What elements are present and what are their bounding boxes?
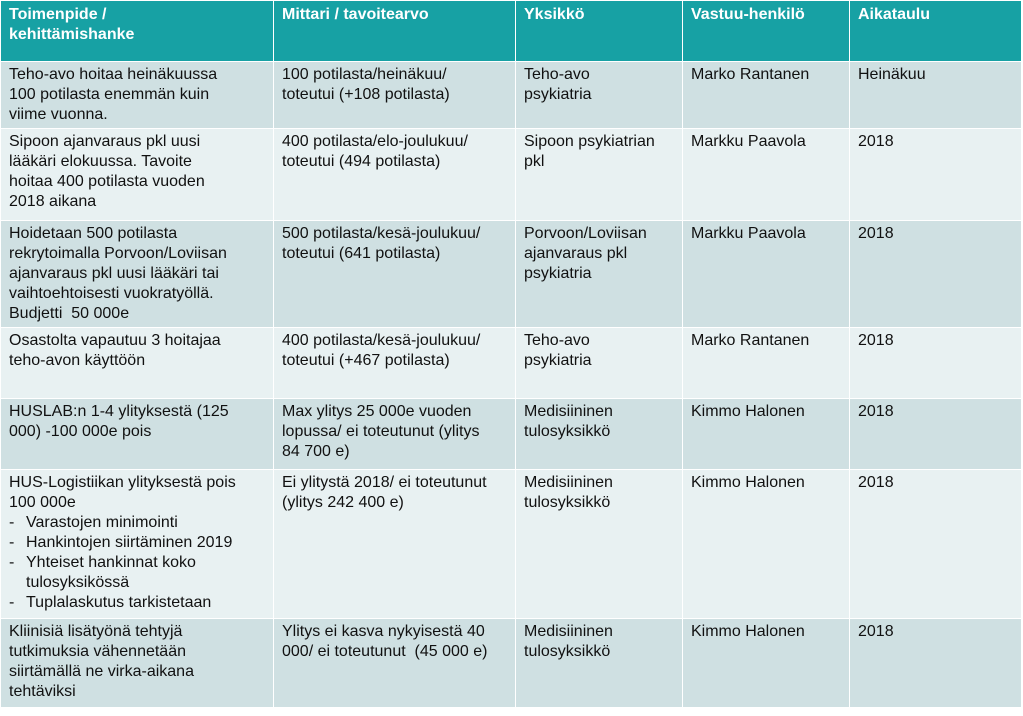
table-row	[1, 62, 1022, 129]
cell-schedule: Heinäkuu	[850, 62, 1022, 129]
table-row	[1, 221, 1022, 328]
cell-line: toteutui (+467 potilasta)	[282, 352, 450, 369]
cell-line: Porvoon/Loviisan	[524, 225, 647, 242]
cell-line: (ylitys 242 400 e)	[282, 494, 404, 511]
cell-line: teho-avon käyttöön	[9, 352, 146, 369]
cell-line: 100 potilasta/heinäkuu/	[282, 66, 447, 83]
cell-line: Sipoon psykiatrian	[524, 133, 655, 150]
header-schedule: Aikataulu	[850, 1, 1022, 62]
cell-line: HUSLAB:n 1-4 ylityksestä (125	[9, 403, 229, 420]
header-row	[1, 1, 1022, 62]
cell-line: Hoidetaan 500 potilasta	[9, 225, 178, 242]
cell-line: Teho-avo hoitaa heinäkuussa	[9, 66, 218, 83]
cell-line: tutkimuksia vähennetään	[9, 643, 186, 660]
cell-line: ajanvaraus pkl	[524, 245, 628, 262]
cell-metric	[274, 399, 516, 470]
cell-line: Ei ylitystä 2018/ ei toteutunut	[282, 474, 487, 491]
cell-line: pkl	[524, 153, 545, 170]
cell-line: 2018 aikana	[9, 193, 97, 210]
cell-person: Marko Rantanen	[683, 62, 850, 129]
cell-metric	[274, 470, 516, 619]
cell-action	[1, 129, 274, 221]
cell-line: 000) -100 000e pois	[9, 423, 152, 440]
bullet-list	[9, 513, 266, 613]
cell-line: tehtäviksi	[9, 683, 76, 700]
cell-line: Kliinisiä lisätyönä tehtyjä	[9, 623, 183, 640]
cell-person: Kimmo Halonen	[683, 619, 850, 708]
cell-line: viime vuonna.	[9, 106, 108, 123]
cell-schedule: 2018	[850, 221, 1022, 328]
cell-line: tulosyksikkö	[524, 643, 611, 660]
list-item: - Yhteiset hankinnat koko tulosyksikössä	[9, 553, 266, 593]
cell-action	[1, 328, 274, 399]
cell-line: Sipoon ajanvaraus pkl uusi	[9, 133, 201, 150]
cell-line: psykiatria	[524, 86, 592, 103]
cell-line: psykiatria	[524, 352, 592, 369]
cell-line: tulosyksikkö	[524, 423, 611, 440]
table-row	[1, 328, 1022, 399]
cell-unit	[516, 129, 683, 221]
cell-unit	[516, 619, 683, 708]
header-action-line: Toimenpide /	[9, 6, 107, 23]
cell-line: toteutui (641 potilasta)	[282, 245, 441, 262]
cell-unit	[516, 328, 683, 399]
header-metric: Mittari / tavoitearvo	[274, 1, 516, 62]
cell-schedule: 2018	[850, 399, 1022, 470]
cell-line: 000/ ei toteutunut (45 000 e)	[282, 643, 488, 660]
cell-action	[1, 619, 274, 708]
cell-line: vaihtoehtoisesti vuokratyöllä.	[9, 285, 214, 302]
cell-line: ajanvaraus pkl uusi lääkäri tai	[9, 265, 219, 282]
cell-line: HUS-Logistiikan ylityksestä pois	[9, 474, 236, 491]
cell-person: Markku Paavola	[683, 221, 850, 328]
cell-line: 100 000e	[9, 494, 76, 511]
cell-person: Kimmo Halonen	[683, 399, 850, 470]
cell-line: toteutui (+108 potilasta)	[282, 86, 450, 103]
cell-schedule: 2018	[850, 328, 1022, 399]
cell-action	[1, 399, 274, 470]
cell-unit	[516, 470, 683, 619]
cell-line: 400 potilasta/kesä-joulukuu/	[282, 332, 481, 349]
cell-metric	[274, 619, 516, 708]
cell-line: Budjetti 50 000e	[9, 305, 130, 322]
cell-line: Teho-avo	[524, 66, 590, 83]
table-row	[1, 399, 1022, 470]
cell-line: Medisiininen	[524, 474, 613, 491]
cell-action	[1, 221, 274, 328]
header-action-line: kehittämishanke	[9, 26, 135, 43]
cell-metric	[274, 62, 516, 129]
cell-line: lääkäri elokuussa. Tavoite	[9, 153, 192, 170]
header-action	[1, 1, 274, 62]
cell-action	[1, 470, 274, 619]
cell-line: toteutui (494 potilasta)	[282, 153, 441, 170]
cell-unit	[516, 62, 683, 129]
table-row	[1, 470, 1022, 619]
cell-metric	[274, 221, 516, 328]
cell-line: lopussa/ ei toteutunut (ylitys	[282, 423, 480, 440]
list-item: - Varastojen minimointi	[9, 513, 266, 533]
cell-line: Osastolta vapautuu 3 hoitajaa	[9, 332, 221, 349]
cell-line: tulosyksikkö	[524, 494, 611, 511]
cell-line: 500 potilasta/kesä-joulukuu/	[282, 225, 481, 242]
cell-line: psykiatria	[524, 265, 592, 282]
cell-line: Ylitys ei kasva nykyisestä 40	[282, 623, 485, 640]
list-item: - Tuplalaskutus tarkistetaan	[9, 593, 266, 613]
cell-line: Teho-avo	[524, 332, 590, 349]
cell-line: Max ylitys 25 000e vuoden	[282, 403, 472, 420]
cell-action	[1, 62, 274, 129]
cell-line: siirtämällä ne virka-aikana	[9, 663, 194, 680]
cell-line: hoitaa 400 potilasta vuoden	[9, 173, 205, 190]
cell-person: Marko Rantanen	[683, 328, 850, 399]
cell-line: 100 potilasta enemmän kuin	[9, 86, 210, 103]
cell-unit	[516, 399, 683, 470]
list-item: - Hankintojen siirtäminen 2019	[9, 533, 266, 553]
cell-schedule: 2018	[850, 129, 1022, 221]
header-unit: Yksikkö	[516, 1, 683, 62]
cell-unit	[516, 221, 683, 328]
cell-metric	[274, 129, 516, 221]
cell-line: 400 potilasta/elo-joulukuu/	[282, 133, 468, 150]
table-row	[1, 129, 1022, 221]
cell-person: Kimmo Halonen	[683, 470, 850, 619]
cell-line: 84 700 e)	[282, 443, 350, 460]
table-row	[1, 619, 1022, 708]
cell-line: Medisiininen	[524, 623, 613, 640]
header-person: Vastuu-henkilö	[683, 1, 850, 62]
cell-line: Medisiininen	[524, 403, 613, 420]
cell-schedule: 2018	[850, 470, 1022, 619]
cell-metric	[274, 328, 516, 399]
cell-schedule: 2018	[850, 619, 1022, 708]
cell-person: Markku Paavola	[683, 129, 850, 221]
cell-line: rekrytoimalla Porvoon/Loviisan	[9, 245, 227, 262]
